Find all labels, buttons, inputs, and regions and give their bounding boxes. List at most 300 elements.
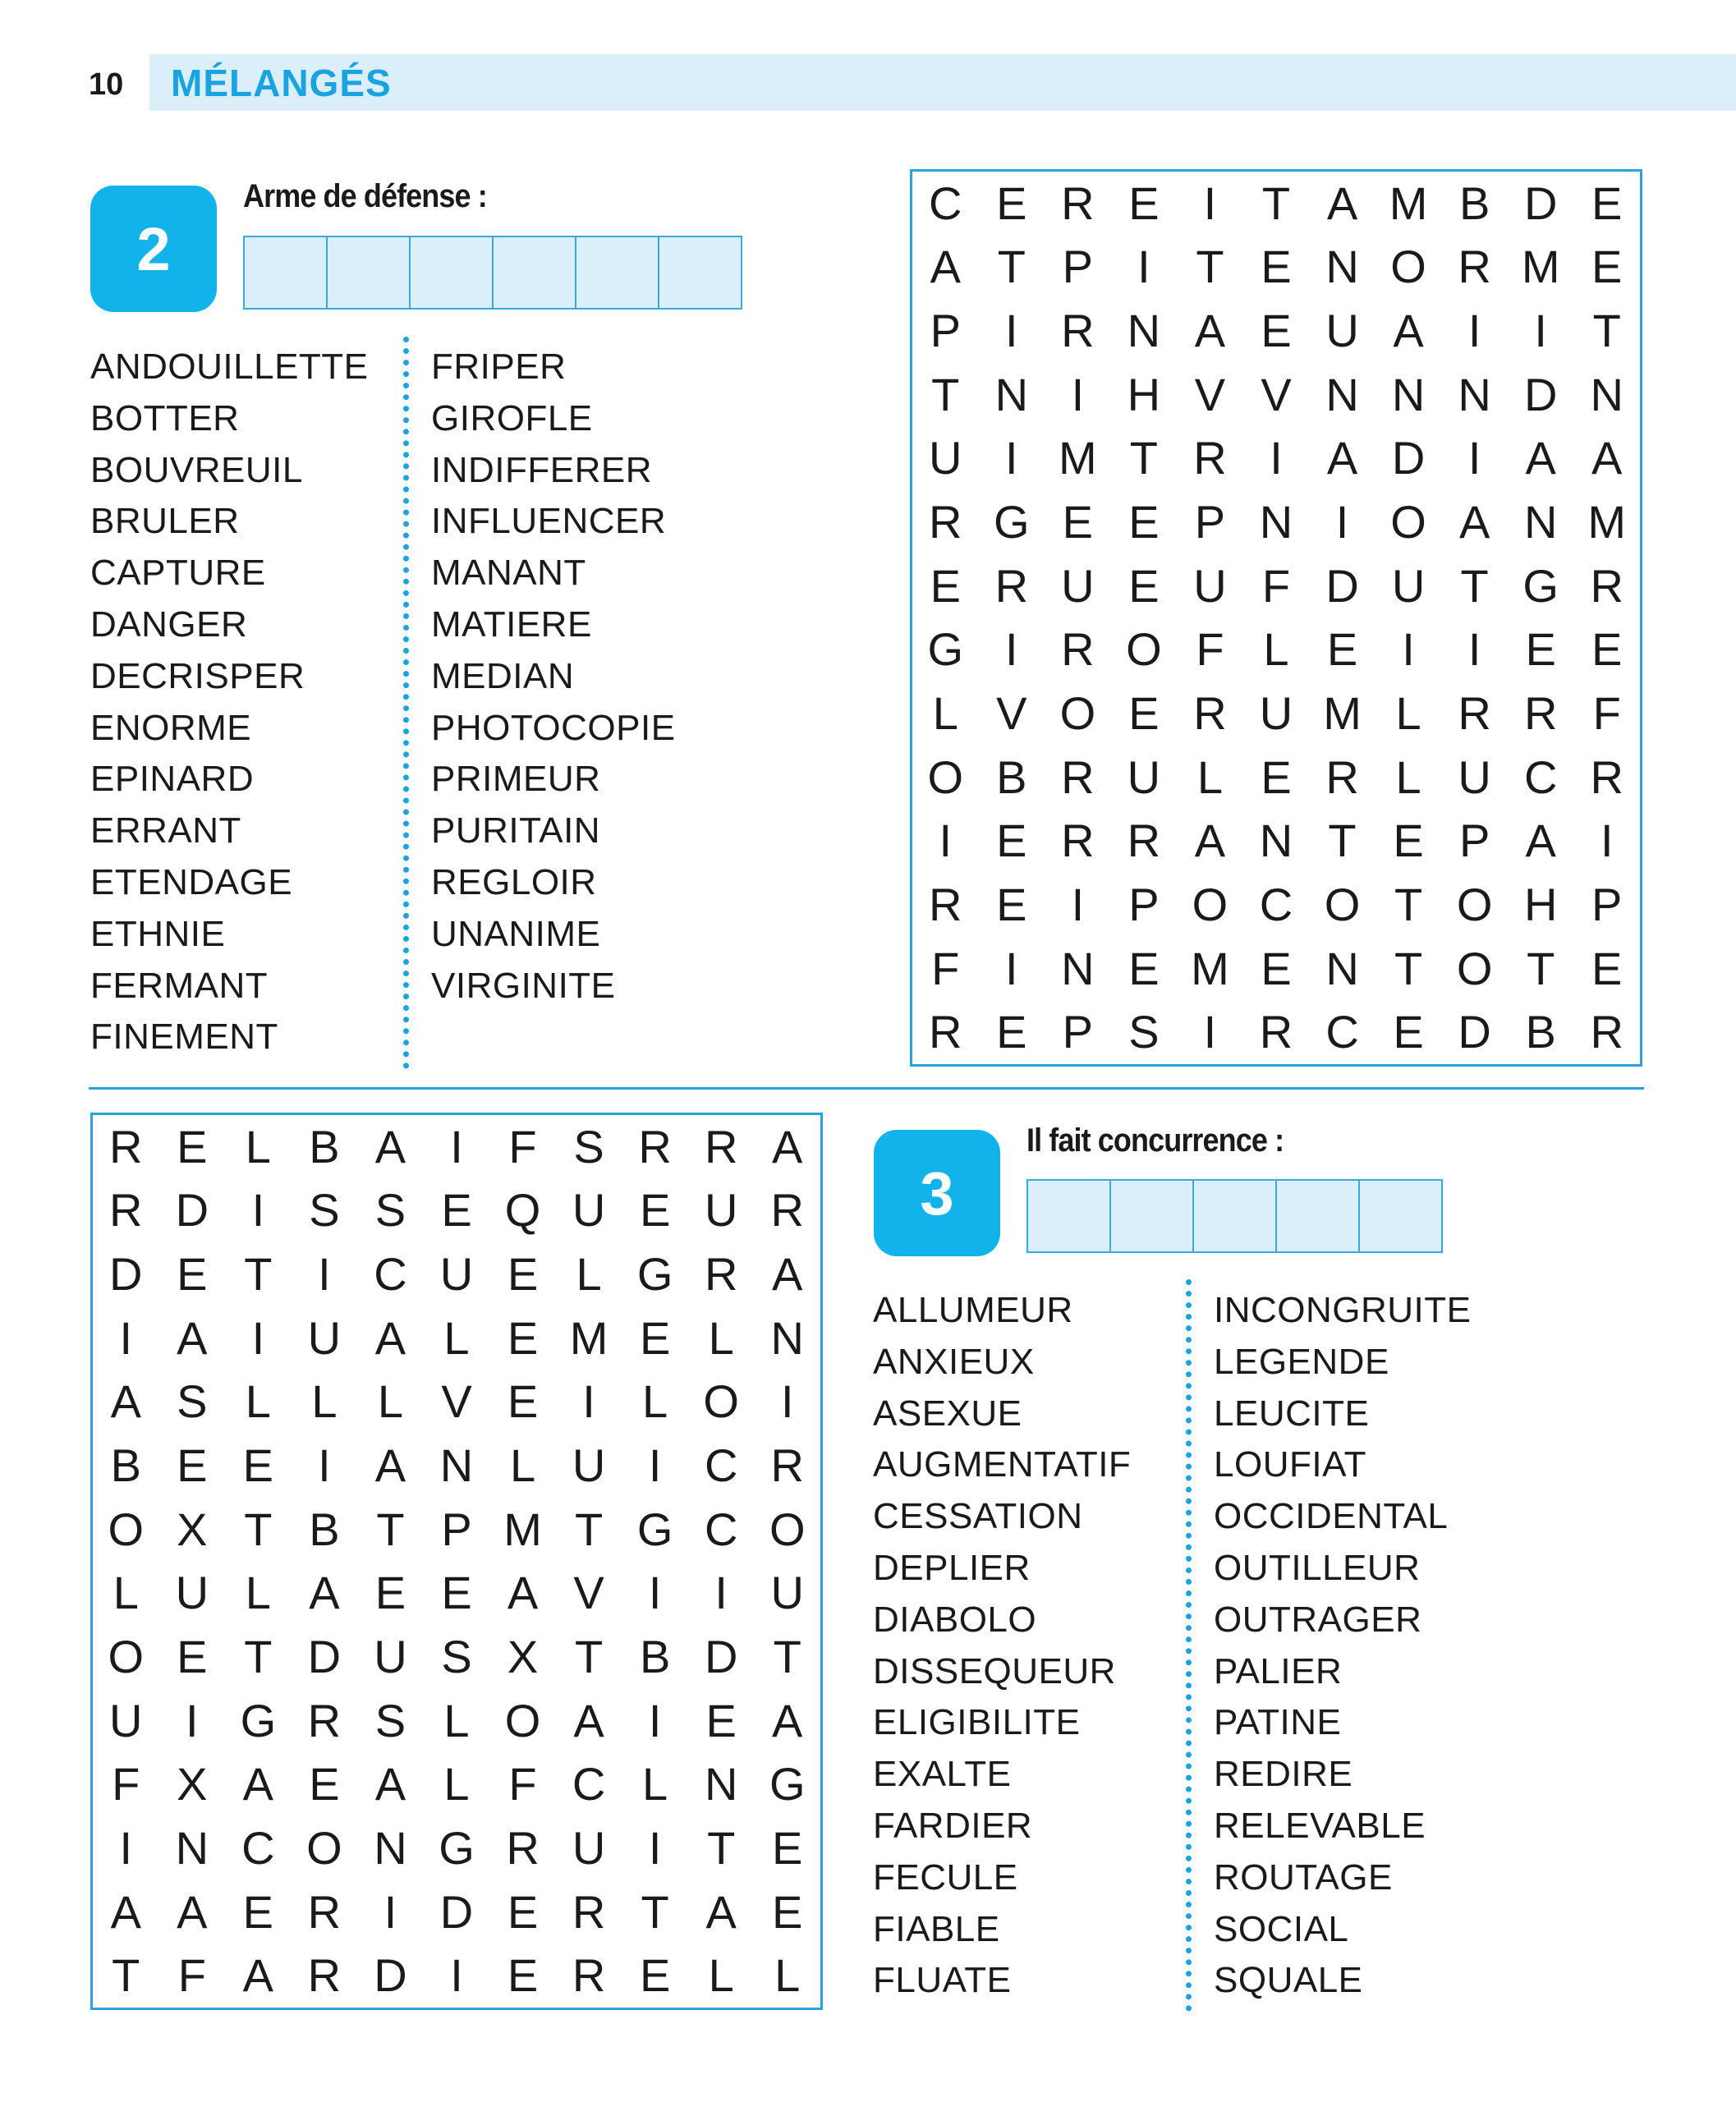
grid-letter[interactable]: E	[441, 1184, 472, 1237]
grid-letter[interactable]: T	[244, 1248, 273, 1301]
grid-letter[interactable]: A	[374, 1120, 406, 1173]
grid-letter[interactable]: S	[374, 1184, 406, 1237]
grid-letter[interactable]: T	[112, 1949, 140, 2002]
grid-letter[interactable]: P	[930, 305, 961, 357]
puzzle-3-answer-boxes[interactable]	[1026, 1179, 1441, 1253]
grid-letter[interactable]: E	[1128, 559, 1160, 612]
grid-letter[interactable]: I	[1005, 623, 1018, 676]
grid-letter[interactable]: G	[994, 496, 1030, 548]
grid-letter[interactable]: M	[1587, 496, 1627, 548]
grid-letter[interactable]: T	[1261, 177, 1291, 229]
grid-letter[interactable]: O	[703, 1375, 739, 1428]
grid-letter[interactable]: N	[1127, 305, 1161, 357]
grid-letter[interactable]: I	[648, 1821, 662, 1874]
grid-letter[interactable]: T	[244, 1503, 273, 1555]
grid-letter[interactable]: A	[110, 1885, 141, 1938]
grid-letter[interactable]: U	[1127, 750, 1161, 803]
grid-letter[interactable]: N	[1325, 942, 1359, 994]
grid-letter[interactable]: L	[708, 1949, 734, 2002]
grid-letter[interactable]: E	[441, 1567, 472, 1619]
grid-letter[interactable]: F	[1592, 686, 1621, 739]
answer-box[interactable]	[326, 236, 411, 310]
grid-letter[interactable]: R	[994, 559, 1029, 612]
grid-letter[interactable]: N	[1259, 815, 1293, 867]
grid-letter[interactable]: A	[1591, 432, 1623, 484]
grid-letter[interactable]: I	[318, 1439, 331, 1492]
grid-letter[interactable]: S	[309, 1184, 340, 1237]
grid-letter[interactable]: B	[309, 1503, 340, 1555]
grid-letter[interactable]: X	[507, 1630, 539, 1682]
grid-letter[interactable]: T	[1129, 432, 1158, 484]
grid-letter[interactable]: O	[1059, 686, 1096, 739]
grid-letter[interactable]: I	[1534, 305, 1547, 357]
grid-letter[interactable]: T	[1394, 878, 1423, 930]
grid-letter[interactable]: A	[772, 1248, 803, 1301]
grid-letter[interactable]: L	[443, 1311, 470, 1364]
grid-letter[interactable]: I	[1467, 305, 1481, 357]
grid-letter[interactable]: U	[572, 1821, 606, 1874]
grid-letter[interactable]: N	[1325, 241, 1359, 293]
grid-letter[interactable]: T	[244, 1630, 273, 1682]
answer-box[interactable]	[575, 236, 659, 310]
grid-letter[interactable]: E	[996, 1006, 1027, 1058]
grid-letter[interactable]: L	[443, 1758, 470, 1811]
grid-letter[interactable]: L	[932, 686, 958, 739]
grid-letter[interactable]: L	[576, 1248, 602, 1301]
grid-letter[interactable]: N	[1458, 368, 1491, 420]
grid-letter[interactable]: V	[996, 686, 1027, 739]
grid-letter[interactable]: E	[772, 1885, 803, 1938]
grid-letter[interactable]: L	[377, 1375, 404, 1428]
grid-letter[interactable]: E	[177, 1439, 208, 1492]
grid-letter[interactable]: R	[1061, 623, 1095, 676]
grid-letter[interactable]: M	[503, 1503, 542, 1555]
grid-letter[interactable]: F	[508, 1120, 537, 1173]
grid-letter[interactable]: V	[1261, 368, 1292, 420]
grid-letter[interactable]: T	[1394, 942, 1423, 994]
grid-letter[interactable]: U	[374, 1630, 407, 1682]
grid-letter[interactable]: N	[374, 1821, 407, 1874]
grid-letter[interactable]: D	[704, 1630, 738, 1682]
grid-letter[interactable]: C	[704, 1439, 738, 1492]
grid-letter[interactable]: L	[642, 1375, 668, 1428]
grid-letter[interactable]: P	[1591, 878, 1623, 930]
grid-letter[interactable]: L	[245, 1567, 271, 1619]
grid-letter[interactable]: D	[1325, 559, 1359, 612]
grid-letter[interactable]: E	[1591, 177, 1623, 229]
grid-letter[interactable]: C	[1325, 1006, 1359, 1058]
grid-letter[interactable]: R	[572, 1885, 606, 1938]
grid-letter[interactable]: T	[1196, 241, 1224, 293]
grid-letter[interactable]: R	[1061, 815, 1095, 867]
grid-letter[interactable]: T	[641, 1885, 669, 1938]
grid-letter[interactable]: A	[177, 1885, 208, 1938]
grid-letter[interactable]: T	[707, 1821, 736, 1874]
grid-letter[interactable]: I	[186, 1694, 199, 1746]
grid-letter[interactable]: I	[648, 1439, 662, 1492]
grid-letter[interactable]: A	[1194, 305, 1226, 357]
grid-letter[interactable]: E	[996, 177, 1027, 229]
grid-letter[interactable]: S	[441, 1630, 472, 1682]
grid-letter[interactable]: V	[441, 1375, 472, 1428]
grid-letter[interactable]: S	[1128, 1006, 1160, 1058]
grid-letter[interactable]: E	[177, 1248, 208, 1301]
grid-letter[interactable]: E	[1261, 942, 1292, 994]
grid-letter[interactable]: N	[175, 1821, 209, 1874]
grid-letter[interactable]: A	[1326, 432, 1358, 484]
grid-letter[interactable]: L	[708, 1311, 734, 1364]
grid-letter[interactable]: R	[506, 1821, 540, 1874]
grid-letter[interactable]: E	[639, 1311, 671, 1364]
grid-letter[interactable]: O	[1390, 496, 1426, 548]
grid-letter[interactable]: N	[1523, 496, 1558, 548]
grid-letter[interactable]: P	[441, 1503, 472, 1555]
grid-letter[interactable]: E	[177, 1120, 208, 1173]
grid-letter[interactable]: M	[1191, 942, 1229, 994]
grid-letter[interactable]: O	[504, 1694, 541, 1746]
grid-letter[interactable]: A	[1326, 177, 1358, 229]
grid-letter[interactable]: L	[1395, 686, 1421, 739]
grid-letter[interactable]: P	[1194, 496, 1226, 548]
grid-letter[interactable]: I	[119, 1311, 133, 1364]
grid-letter[interactable]: L	[642, 1758, 668, 1811]
grid-letter[interactable]: R	[638, 1120, 672, 1173]
grid-letter[interactable]: O	[108, 1630, 145, 1682]
grid-letter[interactable]: E	[639, 1184, 671, 1237]
grid-letter[interactable]: C	[929, 177, 962, 229]
grid-letter[interactable]: A	[507, 1567, 539, 1619]
grid-letter[interactable]: F	[508, 1758, 537, 1811]
grid-letter[interactable]: A	[374, 1311, 406, 1364]
grid-letter[interactable]: R	[307, 1694, 342, 1746]
grid-letter[interactable]: R	[1061, 177, 1095, 229]
grid-letter[interactable]: U	[1325, 305, 1359, 357]
grid-letter[interactable]: G	[240, 1694, 277, 1746]
grid-letter[interactable]: U	[1391, 559, 1426, 612]
grid-letter[interactable]: T	[1527, 942, 1555, 994]
grid-letter[interactable]: R	[770, 1439, 804, 1492]
grid-letter[interactable]: I	[1467, 623, 1481, 676]
grid-letter[interactable]: I	[1005, 942, 1018, 994]
grid-letter[interactable]: M	[1389, 177, 1428, 229]
grid-letter[interactable]: E	[1525, 623, 1556, 676]
grid-letter[interactable]: C	[572, 1758, 606, 1811]
grid-letter[interactable]: E	[1128, 177, 1160, 229]
grid-letter[interactable]: N	[439, 1439, 474, 1492]
grid-letter[interactable]: G	[927, 623, 964, 676]
grid-letter[interactable]: A	[1525, 432, 1556, 484]
grid-letter[interactable]: D	[1523, 368, 1558, 420]
grid-letter[interactable]: D	[1391, 432, 1426, 484]
grid-letter[interactable]: D	[307, 1630, 342, 1682]
grid-letter[interactable]: U	[307, 1311, 342, 1364]
grid-letter[interactable]: U	[929, 432, 962, 484]
grid-letter[interactable]: C	[704, 1503, 738, 1555]
grid-letter[interactable]: E	[1393, 815, 1424, 867]
grid-letter[interactable]: E	[507, 1311, 539, 1364]
grid-letter[interactable]: R	[929, 496, 962, 548]
grid-letter[interactable]: E	[309, 1758, 340, 1811]
grid-letter[interactable]: I	[450, 1949, 463, 2002]
grid-letter[interactable]: D	[1458, 1006, 1491, 1058]
grid-letter[interactable]: I	[1005, 432, 1018, 484]
grid-letter[interactable]: L	[443, 1694, 470, 1746]
grid-letter[interactable]: M	[1521, 241, 1560, 293]
grid-letter[interactable]: I	[648, 1694, 662, 1746]
grid-letter[interactable]: X	[177, 1503, 208, 1555]
grid-letter[interactable]: O	[1456, 942, 1493, 994]
grid-letter[interactable]: I	[1402, 623, 1415, 676]
grid-letter[interactable]: A	[1525, 815, 1556, 867]
grid-letter[interactable]: T	[1592, 305, 1621, 357]
grid-letter[interactable]: I	[1335, 496, 1349, 548]
grid-letter[interactable]: T	[997, 241, 1026, 293]
grid-letter[interactable]: R	[1590, 1006, 1623, 1058]
grid-letter[interactable]: R	[307, 1885, 342, 1938]
grid-letter[interactable]: E	[242, 1439, 274, 1492]
grid-letter[interactable]: I	[1600, 815, 1614, 867]
grid-letter[interactable]: N	[1391, 368, 1426, 420]
grid-letter[interactable]: R	[704, 1120, 738, 1173]
grid-letter[interactable]: T	[1328, 815, 1357, 867]
answer-box[interactable]	[243, 236, 328, 310]
grid-letter[interactable]: H	[1127, 368, 1161, 420]
grid-letter[interactable]: U	[572, 1439, 606, 1492]
grid-letter[interactable]: B	[110, 1439, 141, 1492]
grid-letter[interactable]: I	[251, 1311, 265, 1364]
grid-letter[interactable]: O	[108, 1503, 145, 1555]
grid-letter[interactable]: D	[109, 1248, 143, 1301]
grid-letter[interactable]: R	[770, 1184, 804, 1237]
grid-letter[interactable]: A	[309, 1567, 340, 1619]
grid-letter[interactable]: I	[1270, 432, 1283, 484]
grid-letter[interactable]: E	[996, 815, 1027, 867]
grid-letter[interactable]: R	[307, 1949, 342, 2002]
grid-letter[interactable]: E	[1326, 623, 1358, 676]
grid-letter[interactable]: E	[1591, 241, 1623, 293]
answer-box[interactable]	[1358, 1179, 1443, 1253]
grid-letter[interactable]: S	[573, 1120, 604, 1173]
grid-letter[interactable]: U	[1259, 686, 1293, 739]
grid-letter[interactable]: R	[929, 1006, 962, 1058]
grid-letter[interactable]: A	[1458, 496, 1490, 548]
grid-letter[interactable]: B	[996, 750, 1027, 803]
grid-letter[interactable]: D	[175, 1184, 209, 1237]
grid-letter[interactable]: P	[1062, 1006, 1094, 1058]
grid-letter[interactable]: A	[374, 1439, 406, 1492]
grid-letter[interactable]: R	[1127, 815, 1161, 867]
grid-letter[interactable]: E	[1261, 241, 1292, 293]
grid-letter[interactable]: U	[1458, 750, 1491, 803]
grid-letter[interactable]: E	[639, 1949, 671, 2002]
grid-letter[interactable]: I	[582, 1375, 595, 1428]
grid-letter[interactable]: O	[1192, 878, 1229, 930]
grid-letter[interactable]: O	[1126, 623, 1162, 676]
grid-letter[interactable]: E	[1393, 1006, 1424, 1058]
grid-letter[interactable]: A	[772, 1120, 803, 1173]
grid-letter[interactable]: T	[773, 1630, 801, 1682]
grid-letter[interactable]: M	[1323, 686, 1362, 739]
grid-letter[interactable]: R	[1458, 686, 1491, 739]
grid-letter[interactable]: E	[1591, 623, 1623, 676]
grid-letter[interactable]: M	[569, 1311, 609, 1364]
grid-letter[interactable]: T	[1460, 559, 1489, 612]
grid-letter[interactable]: R	[1325, 750, 1359, 803]
grid-letter[interactable]: R	[572, 1949, 606, 2002]
grid-letter[interactable]: U	[175, 1567, 209, 1619]
grid-letter[interactable]: O	[1390, 241, 1426, 293]
grid-letter[interactable]: R	[109, 1184, 143, 1237]
grid-letter[interactable]: I	[648, 1567, 662, 1619]
grid-letter[interactable]: L	[311, 1375, 338, 1428]
grid-letter[interactable]: D	[1523, 177, 1558, 229]
grid-letter[interactable]: E	[1591, 942, 1623, 994]
grid-letter[interactable]: L	[1263, 623, 1289, 676]
grid-letter[interactable]: A	[772, 1694, 803, 1746]
grid-letter[interactable]: C	[374, 1248, 407, 1301]
grid-letter[interactable]: U	[1193, 559, 1227, 612]
grid-letter[interactable]: I	[714, 1567, 728, 1619]
grid-letter[interactable]: A	[705, 1885, 737, 1938]
grid-letter[interactable]: E	[1261, 305, 1292, 357]
grid-letter[interactable]: U	[109, 1694, 143, 1746]
grid-letter[interactable]: B	[1525, 1006, 1556, 1058]
grid-letter[interactable]: N	[1590, 368, 1623, 420]
grid-letter[interactable]: E	[507, 1248, 539, 1301]
puzzle-3-letter-grid[interactable]	[90, 1113, 823, 2010]
answer-box[interactable]	[1109, 1179, 1194, 1253]
grid-letter[interactable]: U	[770, 1567, 804, 1619]
grid-letter[interactable]: R	[1193, 432, 1227, 484]
grid-letter[interactable]: G	[636, 1503, 673, 1555]
grid-letter[interactable]: O	[1456, 878, 1493, 930]
grid-letter[interactable]: E	[374, 1567, 406, 1619]
answer-box[interactable]	[1275, 1179, 1360, 1253]
grid-letter[interactable]: F	[177, 1949, 206, 2002]
grid-letter[interactable]: N	[1061, 942, 1095, 994]
grid-letter[interactable]: F	[931, 942, 960, 994]
grid-letter[interactable]: R	[109, 1120, 143, 1173]
grid-letter[interactable]: A	[1194, 815, 1226, 867]
grid-letter[interactable]: C	[1259, 878, 1293, 930]
grid-letter[interactable]: I	[1071, 878, 1085, 930]
grid-letter[interactable]: N	[704, 1758, 738, 1811]
grid-letter[interactable]: U	[1061, 559, 1095, 612]
grid-letter[interactable]: R	[1523, 686, 1558, 739]
grid-letter[interactable]: N	[770, 1311, 804, 1364]
grid-letter[interactable]: A	[177, 1311, 208, 1364]
grid-letter[interactable]: T	[574, 1630, 604, 1682]
grid-letter[interactable]: R	[1193, 686, 1227, 739]
grid-letter[interactable]: O	[306, 1821, 342, 1874]
grid-letter[interactable]: I	[251, 1184, 265, 1237]
grid-letter[interactable]: L	[509, 1439, 536, 1492]
answer-box[interactable]	[658, 236, 742, 310]
grid-letter[interactable]: I	[780, 1375, 794, 1428]
grid-letter[interactable]: G	[769, 1758, 806, 1811]
grid-letter[interactable]: G	[1522, 559, 1559, 612]
grid-letter[interactable]: U	[439, 1248, 474, 1301]
grid-letter[interactable]: C	[1523, 750, 1558, 803]
grid-letter[interactable]: E	[242, 1885, 274, 1938]
grid-letter[interactable]: T	[931, 368, 960, 420]
grid-letter[interactable]: O	[769, 1503, 806, 1555]
grid-letter[interactable]: E	[1128, 496, 1160, 548]
grid-letter[interactable]: P	[1458, 815, 1490, 867]
grid-letter[interactable]: F	[1261, 559, 1291, 612]
grid-letter[interactable]: X	[177, 1758, 208, 1811]
puzzle-2-answer-boxes[interactable]	[243, 236, 741, 310]
grid-letter[interactable]: U	[572, 1184, 606, 1237]
grid-letter[interactable]: U	[704, 1184, 738, 1237]
grid-letter[interactable]: I	[1005, 305, 1018, 357]
grid-letter[interactable]: I	[383, 1885, 397, 1938]
grid-letter[interactable]: R	[1061, 305, 1095, 357]
grid-letter[interactable]: A	[374, 1758, 406, 1811]
grid-letter[interactable]: I	[939, 815, 953, 867]
grid-letter[interactable]: L	[245, 1120, 271, 1173]
grid-letter[interactable]: L	[1196, 750, 1224, 803]
grid-letter[interactable]: O	[927, 750, 964, 803]
grid-letter[interactable]: B	[1458, 177, 1490, 229]
grid-letter[interactable]: E	[930, 559, 961, 612]
grid-letter[interactable]: I	[119, 1821, 133, 1874]
grid-letter[interactable]: R	[1061, 750, 1095, 803]
answer-box[interactable]	[1192, 1179, 1277, 1253]
grid-letter[interactable]: D	[439, 1885, 474, 1938]
answer-box[interactable]	[492, 236, 576, 310]
grid-letter[interactable]: F	[112, 1758, 140, 1811]
grid-letter[interactable]: A	[930, 241, 961, 293]
grid-letter[interactable]: R	[704, 1248, 738, 1301]
grid-letter[interactable]: A	[110, 1375, 141, 1428]
grid-letter[interactable]: S	[374, 1694, 406, 1746]
grid-letter[interactable]: R	[1590, 559, 1623, 612]
grid-letter[interactable]: T	[574, 1503, 604, 1555]
grid-letter[interactable]: E	[507, 1375, 539, 1428]
puzzle-2-letter-grid[interactable]	[910, 169, 1642, 1067]
grid-letter[interactable]: G	[439, 1821, 475, 1874]
grid-letter[interactable]: I	[1203, 1006, 1217, 1058]
answer-box[interactable]	[1026, 1179, 1111, 1253]
grid-letter[interactable]: L	[113, 1567, 139, 1619]
grid-letter[interactable]: Q	[504, 1184, 541, 1237]
grid-letter[interactable]: E	[1062, 496, 1094, 548]
grid-letter[interactable]: B	[309, 1120, 340, 1173]
grid-letter[interactable]: E	[507, 1885, 539, 1938]
grid-letter[interactable]: M	[1059, 432, 1097, 484]
grid-letter[interactable]: N	[1259, 496, 1293, 548]
grid-letter[interactable]: E	[1261, 750, 1292, 803]
grid-letter[interactable]: E	[705, 1694, 737, 1746]
grid-letter[interactable]: V	[1194, 368, 1226, 420]
grid-letter[interactable]: B	[639, 1630, 671, 1682]
grid-letter[interactable]: I	[318, 1248, 331, 1301]
grid-letter[interactable]: I	[1203, 177, 1217, 229]
grid-letter[interactable]: L	[774, 1949, 801, 2002]
grid-letter[interactable]: A	[1393, 305, 1424, 357]
grid-letter[interactable]: V	[573, 1567, 604, 1619]
grid-letter[interactable]: R	[1458, 241, 1491, 293]
answer-box[interactable]	[409, 236, 494, 310]
grid-letter[interactable]: P	[1128, 878, 1160, 930]
grid-letter[interactable]: I	[1467, 432, 1481, 484]
grid-letter[interactable]: T	[376, 1503, 405, 1555]
grid-letter[interactable]: N	[1325, 368, 1359, 420]
grid-letter[interactable]: I	[1137, 241, 1150, 293]
grid-letter[interactable]: P	[1062, 241, 1094, 293]
grid-letter[interactable]: E	[507, 1949, 539, 2002]
